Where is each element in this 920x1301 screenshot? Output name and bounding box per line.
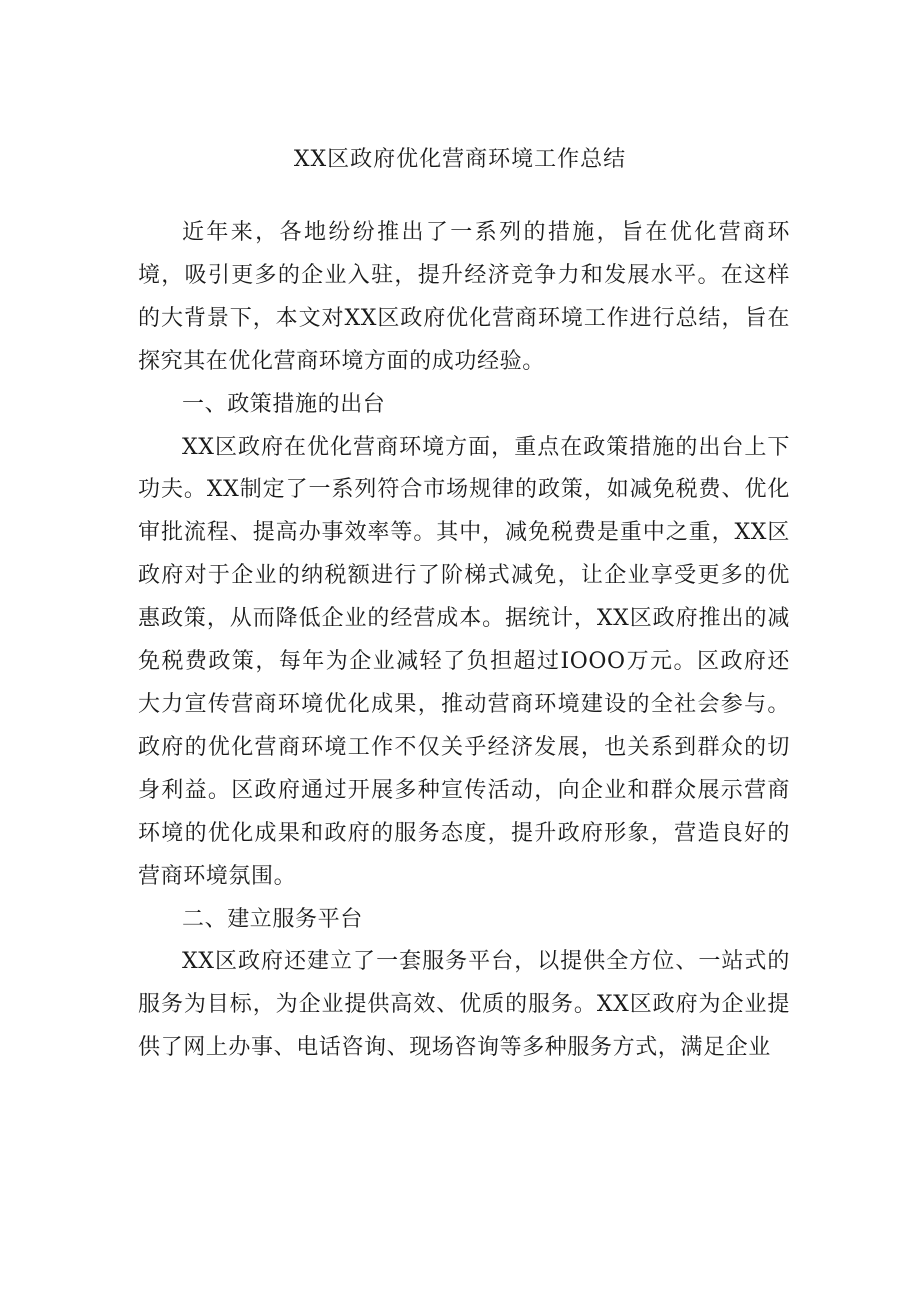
policy-paragraph: XX区政府在优化营商环境方面，重点在政策措施的出台上下功夫。XX制定了一系列符合市场规律的政策，如减免税费、优化审批流程、提高办事效率等。其中，减免税费是重中之重，XX区政府对于企业的纳税额进行了阶梯式减免，让企业享受更多的优惠政策，从而降低企业的经营成本。据统计，XX区政府推出的减免税费政策，每年为企业减轻了负担超过IOOO万元。区政府还大力宣传营商环境优化成果，推动营商环境建设的全社会参与。政府的优化营商环境工作不仅关乎经济发展，也关系到群众的切身利益。区政府通过开展多种宣传活动，向企业和群众展示营商环境的优化成果和政府的服务态度，提升政府形象，营造良好的营商环境氛围。 bbox=[138, 434, 790, 889]
section-heading-policy: 一、政策措施的出台 bbox=[182, 391, 386, 417]
intro-paragraph: 近年来，各地纷纷推出了一系列的措施，旨在优化营商环境，吸引更多的企业入驻，提升经济竞争力和发展水平。在这样的大背景下，本文对XX区政府优化营商环境工作进行总结，旨在探究其在优化营商环境方面的成功经验。 bbox=[138, 220, 790, 374]
platform-paragraph: XX区政府还建立了一套服务平台，以提供全方位、一站式的服务为目标，为企业提供高效、优质的服务。XX区政府为企业提供了网上办事、电话咨询、现场咨询等多种服务方式，满足企业 bbox=[138, 949, 790, 1061]
document-title: XX区政府优化营商环境工作总结 bbox=[293, 147, 627, 172]
section-heading-platform: 二、建立服务平台 bbox=[182, 906, 363, 932]
document-body bbox=[138, 212, 790, 1070]
